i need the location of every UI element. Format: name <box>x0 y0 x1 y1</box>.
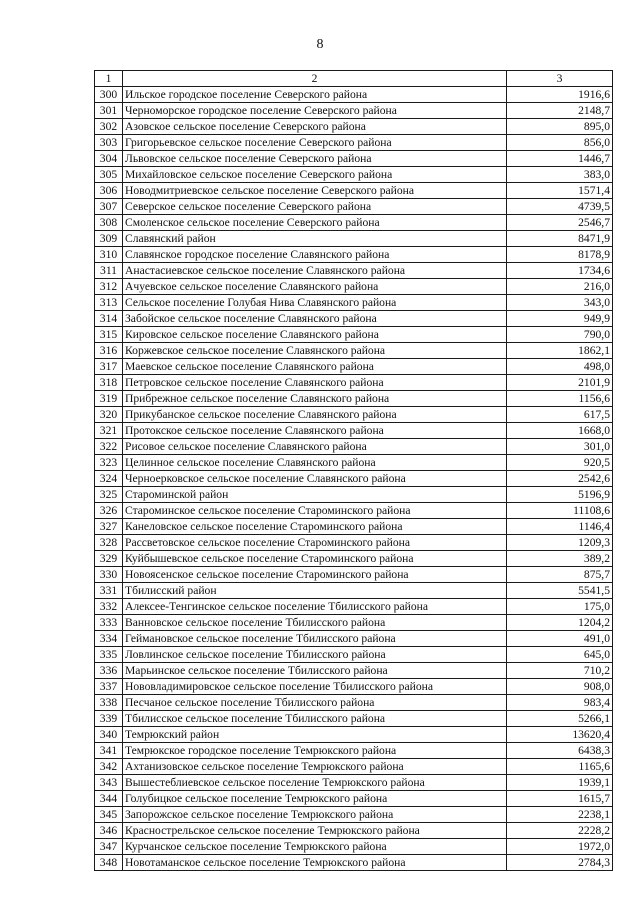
settlement-name: Маевское сельское поселение Славянского района <box>123 359 507 375</box>
row-value: 1862,1 <box>507 343 613 359</box>
table-row <box>95 183 613 199</box>
table-body <box>95 71 613 871</box>
table-row <box>95 631 613 647</box>
row-number: 324 <box>95 471 123 487</box>
table-row <box>95 263 613 279</box>
settlement-name: Целинное сельское поселение Славянского района <box>123 455 507 471</box>
row-number: 307 <box>95 199 123 215</box>
table-row <box>95 391 613 407</box>
row-number: 315 <box>95 327 123 343</box>
row-value: 1939,1 <box>507 775 613 791</box>
table-row <box>95 119 613 135</box>
row-number: 331 <box>95 583 123 599</box>
row-number: 335 <box>95 647 123 663</box>
row-value: 949,9 <box>507 311 613 327</box>
row-number: 318 <box>95 375 123 391</box>
settlement-name: Ванновское сельское поселение Тбилисского района <box>123 615 507 631</box>
row-value: 301,0 <box>507 439 613 455</box>
table-row <box>95 679 613 695</box>
settlement-name: Протокское сельское поселение Славянского района <box>123 423 507 439</box>
row-value: 1446,7 <box>507 151 613 167</box>
table-row <box>95 423 613 439</box>
table-row <box>95 711 613 727</box>
table-row <box>95 727 613 743</box>
row-number: 313 <box>95 295 123 311</box>
header-col-3: 3 <box>507 71 613 87</box>
row-value: 216,0 <box>507 279 613 295</box>
row-number: 309 <box>95 231 123 247</box>
row-value: 920,5 <box>507 455 613 471</box>
row-value: 2546,7 <box>507 215 613 231</box>
table-row <box>95 647 613 663</box>
row-value: 908,0 <box>507 679 613 695</box>
row-value: 491,0 <box>507 631 613 647</box>
row-value: 383,0 <box>507 167 613 183</box>
table-row <box>95 759 613 775</box>
row-number: 327 <box>95 519 123 535</box>
table-row <box>95 663 613 679</box>
row-value: 13620,4 <box>507 727 613 743</box>
table-row <box>95 311 613 327</box>
settlement-name: Ахтанизовское сельское поселение Темрюкского района <box>123 759 507 775</box>
row-number: 303 <box>95 135 123 151</box>
table-row <box>95 471 613 487</box>
settlement-name: Вышестеблиевское сельское поселение Темрюкского района <box>123 775 507 791</box>
table-row <box>95 327 613 343</box>
row-number: 314 <box>95 311 123 327</box>
row-value: 895,0 <box>507 119 613 135</box>
row-value: 1571,4 <box>507 183 613 199</box>
row-number: 325 <box>95 487 123 503</box>
table-header-row <box>95 71 613 87</box>
settlement-name: Славянское городское поселение Славянского района <box>123 247 507 263</box>
row-number: 321 <box>95 423 123 439</box>
row-number: 323 <box>95 455 123 471</box>
row-value: 2228,2 <box>507 823 613 839</box>
settlement-name: Черноерковское сельское поселение Славянского района <box>123 471 507 487</box>
table-row <box>95 343 613 359</box>
row-value: 2542,6 <box>507 471 613 487</box>
settlement-name: Темрюкский район <box>123 727 507 743</box>
table-row <box>95 551 613 567</box>
row-number: 347 <box>95 839 123 855</box>
table-row <box>95 823 613 839</box>
row-number: 326 <box>95 503 123 519</box>
row-number: 342 <box>95 759 123 775</box>
row-value: 1156,6 <box>507 391 613 407</box>
row-value: 4739,5 <box>507 199 613 215</box>
data-table <box>94 70 613 871</box>
row-number: 302 <box>95 119 123 135</box>
table-row <box>95 743 613 759</box>
row-value: 1734,6 <box>507 263 613 279</box>
row-value: 1209,3 <box>507 535 613 551</box>
row-number: 300 <box>95 87 123 103</box>
header-col-2: 2 <box>123 71 507 87</box>
table-row <box>95 791 613 807</box>
row-value: 1165,6 <box>507 759 613 775</box>
row-number: 320 <box>95 407 123 423</box>
row-value: 790,0 <box>507 327 613 343</box>
table-row <box>95 503 613 519</box>
row-number: 336 <box>95 663 123 679</box>
row-value: 856,0 <box>507 135 613 151</box>
settlement-name: Черноморское городское поселение Северского района <box>123 103 507 119</box>
row-number: 319 <box>95 391 123 407</box>
settlement-name: Григорьевское сельское поселение Северского района <box>123 135 507 151</box>
settlement-name: Анастасиевское сельское поселение Славянского района <box>123 263 507 279</box>
row-value: 6438,3 <box>507 743 613 759</box>
row-value: 5266,1 <box>507 711 613 727</box>
row-value: 343,0 <box>507 295 613 311</box>
row-value: 175,0 <box>507 599 613 615</box>
table-row <box>95 247 613 263</box>
settlement-name: Тбилисское сельское поселение Тбилисского района <box>123 711 507 727</box>
table-row <box>95 279 613 295</box>
page-number: 8 <box>316 37 324 52</box>
settlement-name: Рисовое сельское поселение Славянского района <box>123 439 507 455</box>
row-number: 334 <box>95 631 123 647</box>
row-number: 345 <box>95 807 123 823</box>
settlement-name: Сельское поселение Голубая Нива Славянского района <box>123 295 507 311</box>
settlement-name: Коржевское сельское поселение Славянского района <box>123 343 507 359</box>
row-value: 2784,3 <box>507 855 613 871</box>
row-number: 348 <box>95 855 123 871</box>
row-number: 341 <box>95 743 123 759</box>
settlement-name: Петровское сельское поселение Славянского района <box>123 375 507 391</box>
table-row <box>95 583 613 599</box>
settlement-name: Кировское сельское поселение Славянского района <box>123 327 507 343</box>
row-number: 304 <box>95 151 123 167</box>
row-number: 329 <box>95 551 123 567</box>
row-value: 5196,9 <box>507 487 613 503</box>
table-row <box>95 215 613 231</box>
row-value: 617,5 <box>507 407 613 423</box>
row-number: 328 <box>95 535 123 551</box>
row-value: 1916,6 <box>507 87 613 103</box>
row-value: 1146,4 <box>507 519 613 535</box>
settlement-name: Новоясенское сельское поселение Староминского района <box>123 567 507 583</box>
table-row <box>95 295 613 311</box>
row-value: 1972,0 <box>507 839 613 855</box>
table-row <box>95 439 613 455</box>
table-row <box>95 231 613 247</box>
row-number: 332 <box>95 599 123 615</box>
row-value: 2238,1 <box>507 807 613 823</box>
row-number: 305 <box>95 167 123 183</box>
settlement-name: Рассветовское сельское поселение Староминского района <box>123 535 507 551</box>
table-row <box>95 535 613 551</box>
table-row <box>95 775 613 791</box>
settlement-name: Забойское сельское поселение Славянского района <box>123 311 507 327</box>
settlement-name: Азовское сельское поселение Северского района <box>123 119 507 135</box>
row-number: 333 <box>95 615 123 631</box>
row-number: 312 <box>95 279 123 295</box>
table-row <box>95 87 613 103</box>
row-value: 8178,9 <box>507 247 613 263</box>
table-row <box>95 455 613 471</box>
row-number: 308 <box>95 215 123 231</box>
table-row <box>95 567 613 583</box>
row-number: 344 <box>95 791 123 807</box>
table-row <box>95 615 613 631</box>
row-number: 338 <box>95 695 123 711</box>
settlement-name: Алексее-Тенгинское сельское поселение Тбилисского района <box>123 599 507 615</box>
settlement-name: Староминское сельское поселение Староминского района <box>123 503 507 519</box>
table-row <box>95 199 613 215</box>
row-number: 310 <box>95 247 123 263</box>
row-number: 301 <box>95 103 123 119</box>
settlement-name: Краснострельское сельское поселение Темрюкского района <box>123 823 507 839</box>
row-value: 5541,5 <box>507 583 613 599</box>
row-number: 330 <box>95 567 123 583</box>
settlement-name: Темрюкское городское поселение Темрюкского района <box>123 743 507 759</box>
row-value: 1615,7 <box>507 791 613 807</box>
row-number: 340 <box>95 727 123 743</box>
settlement-name: Запорожское сельское поселение Темрюкского района <box>123 807 507 823</box>
settlement-name: Курчанское сельское поселение Темрюкского района <box>123 839 507 855</box>
row-value: 875,7 <box>507 567 613 583</box>
table-row <box>95 519 613 535</box>
settlement-name: Ачуевское сельское поселение Славянского района <box>123 279 507 295</box>
table-row <box>95 135 613 151</box>
table-row <box>95 359 613 375</box>
settlement-name: Прикубанское сельское поселение Славянского района <box>123 407 507 423</box>
row-value: 11108,6 <box>507 503 613 519</box>
row-value: 1668,0 <box>507 423 613 439</box>
settlement-name: Песчаное сельское поселение Тбилисского района <box>123 695 507 711</box>
settlement-name: Львовское сельское поселение Северского района <box>123 151 507 167</box>
settlement-name: Смоленское сельское поселение Северского района <box>123 215 507 231</box>
row-number: 311 <box>95 263 123 279</box>
row-value: 1204,2 <box>507 615 613 631</box>
row-number: 322 <box>95 439 123 455</box>
table-row <box>95 375 613 391</box>
settlement-name: Михайловское сельское поселение Северского района <box>123 167 507 183</box>
table-row <box>95 151 613 167</box>
row-value: 389,2 <box>507 551 613 567</box>
row-number: 339 <box>95 711 123 727</box>
settlement-name: Новодмитриевское сельское поселение Северского района <box>123 183 507 199</box>
table-row <box>95 839 613 855</box>
settlement-name: Геймановское сельское поселение Тбилисского района <box>123 631 507 647</box>
header-col-1: 1 <box>95 71 123 87</box>
row-value: 645,0 <box>507 647 613 663</box>
table-row <box>95 487 613 503</box>
settlement-name: Куйбышевское сельское поселение Староминского района <box>123 551 507 567</box>
table-row <box>95 855 613 871</box>
row-value: 983,4 <box>507 695 613 711</box>
row-value: 498,0 <box>507 359 613 375</box>
row-number: 346 <box>95 823 123 839</box>
settlement-name: Новотаманское сельское поселение Темрюкского района <box>123 855 507 871</box>
settlement-name: Тбилисский район <box>123 583 507 599</box>
settlement-name: Староминской район <box>123 487 507 503</box>
row-number: 317 <box>95 359 123 375</box>
settlement-name: Ильское городское поселение Северского района <box>123 87 507 103</box>
row-number: 343 <box>95 775 123 791</box>
table-row <box>95 167 613 183</box>
settlement-name: Нововладимировское сельское поселение Тбилисского района <box>123 679 507 695</box>
settlement-name: Марьинское сельское поселение Тбилисского района <box>123 663 507 679</box>
settlement-name: Славянский район <box>123 231 507 247</box>
row-number: 316 <box>95 343 123 359</box>
table-row <box>95 695 613 711</box>
row-value: 2101,9 <box>507 375 613 391</box>
table-row <box>95 599 613 615</box>
row-value: 710,2 <box>507 663 613 679</box>
row-value: 8471,9 <box>507 231 613 247</box>
table-row <box>95 807 613 823</box>
table-row <box>95 407 613 423</box>
row-number: 306 <box>95 183 123 199</box>
settlement-name: Канеловское сельское поселение Староминского района <box>123 519 507 535</box>
row-number: 337 <box>95 679 123 695</box>
settlement-name: Прибрежное сельское поселение Славянского района <box>123 391 507 407</box>
settlement-name: Ловлинское сельское поселение Тбилисского района <box>123 647 507 663</box>
row-value: 2148,7 <box>507 103 613 119</box>
settlement-name: Северское сельское поселение Северского района <box>123 199 507 215</box>
settlement-name: Голубицкое сельское поселение Темрюкского района <box>123 791 507 807</box>
table-row <box>95 103 613 119</box>
